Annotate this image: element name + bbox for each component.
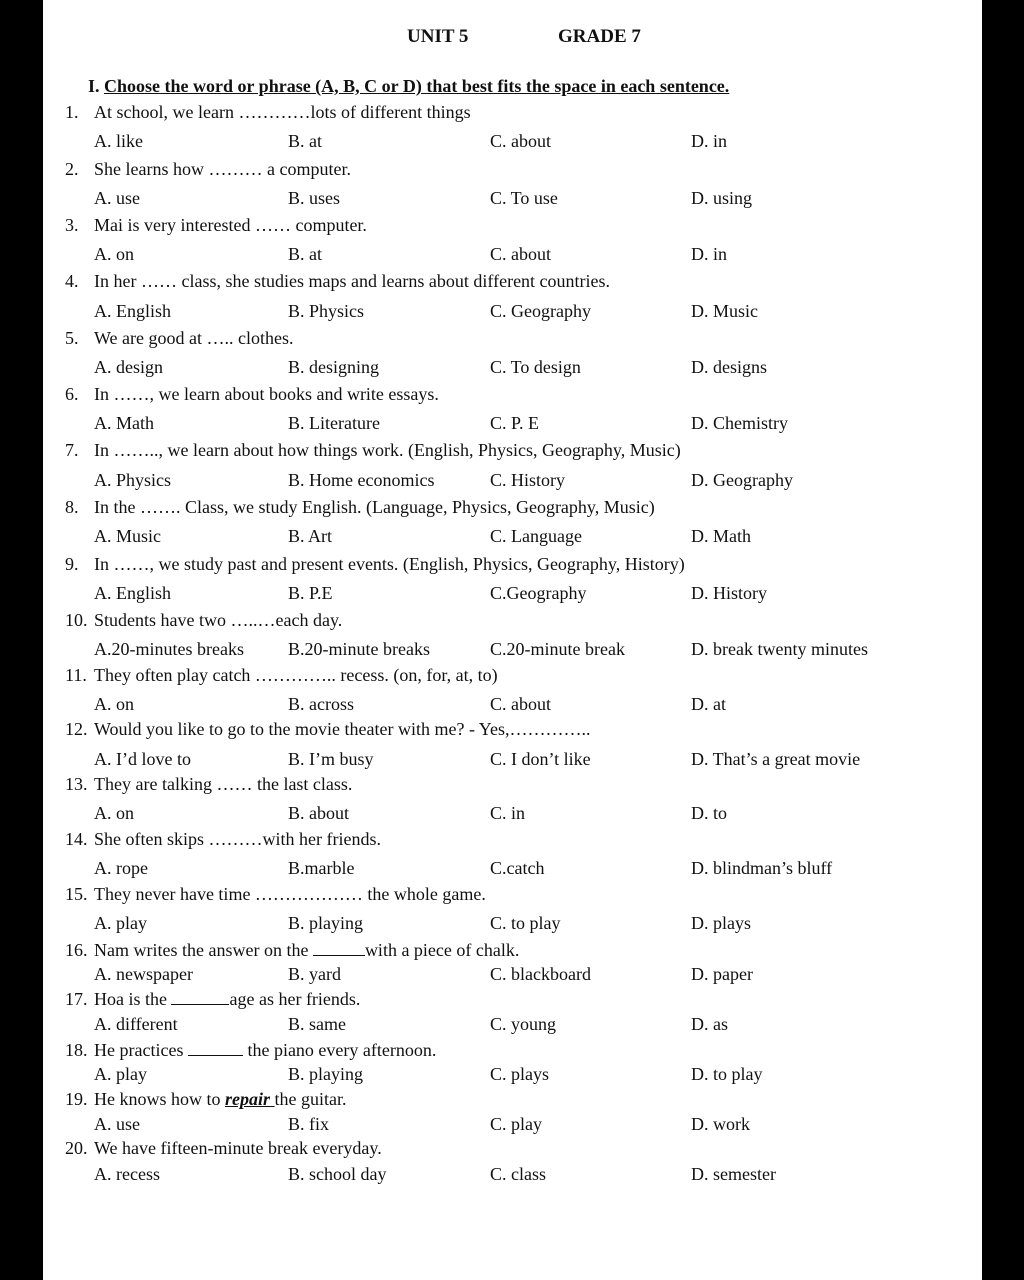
question-text: In her …… class, she studies maps and learns about different countries. (94, 271, 611, 291)
question-18-option-c: C. plays (490, 1064, 550, 1084)
question-17 (65, 988, 360, 1010)
question-number: 9. (65, 554, 79, 574)
question-3-option-b: B. at (288, 244, 322, 264)
question-text: In ……, we study past and present events. (English, Physics, Geography, History) (94, 554, 685, 574)
question-20-option-b: B. school day (288, 1164, 387, 1184)
question-7-option-d: D. Geography (691, 470, 793, 490)
question-6-option-a: A. Math (94, 413, 154, 433)
question-13-option-d: D. to (691, 803, 727, 823)
question-4-option-b: B. Physics (288, 301, 365, 321)
question-text: They are talking …… the last class. (94, 774, 353, 794)
question-4 (65, 271, 610, 292)
question-number: 16. (65, 940, 88, 960)
question-13 (65, 774, 352, 795)
question-text: In the ……. Class, we study English. (Language, Physics, Geography, Music) (94, 497, 655, 517)
question-number: 5. (65, 328, 79, 348)
question-13-option-b: B. about (288, 803, 349, 823)
question-number: 6. (65, 384, 79, 404)
question-text: In …….., we learn about how things work. (English, Physics, Geography, Music) (94, 440, 681, 460)
question-17-option-c: C. young (490, 1014, 557, 1034)
question-15-option-a: A. play (94, 913, 147, 933)
question-1-option-d: D. in (691, 131, 727, 151)
question-19-option-a: A. use (94, 1114, 140, 1134)
question-8-option-b: B. Art (288, 526, 333, 546)
question-19-option-b: B. fix (288, 1114, 330, 1134)
question-text: They often play catch ………….. recess. (on, for, at, to) (94, 665, 498, 685)
question-number: 8. (65, 497, 79, 517)
question-number: 20. (65, 1138, 88, 1158)
question-18-option-a: A. play (94, 1064, 147, 1084)
question-15-option-c: C. to play (490, 913, 561, 933)
question-3 (65, 215, 367, 236)
question-text: Would you like to go to the movie theater with me? - Yes,………….. (94, 719, 591, 739)
answer-blank (171, 988, 229, 1005)
question-9 (65, 554, 685, 575)
question-10-option-c: C.20-minute break (490, 639, 625, 659)
question-11-option-c: C. about (490, 694, 551, 714)
question-5-option-c: C. To design (490, 357, 581, 377)
question-1-option-b: B. at (288, 131, 322, 151)
question-6-option-d: D. Chemistry (691, 413, 788, 433)
instruction-prefix: I. (88, 76, 105, 96)
question-number: 7. (65, 440, 79, 460)
question-1-option-c: C. about (490, 131, 551, 151)
section-instruction (88, 76, 729, 97)
question-3-option-c: C. about (490, 244, 551, 264)
question-number: 13. (65, 774, 88, 794)
question-text: She learns how ……… a computer. (94, 159, 351, 179)
question-text: At school, we learn …………lots of different things (94, 102, 471, 122)
question-10-option-d: D. break twenty minutes (691, 639, 868, 659)
question-text-start: He knows how to (94, 1089, 225, 1109)
question-text-end: the piano every afternoon. (242, 1040, 437, 1060)
question-2-option-b: B. uses (288, 188, 341, 208)
question-20-option-d: D. semester (691, 1164, 776, 1184)
question-4-option-d: D. Music (691, 301, 758, 321)
question-2-option-d: D. using (691, 188, 753, 208)
question-number: 17. (65, 989, 88, 1009)
question-number: 15. (65, 884, 88, 904)
unit-title: UNIT 5 (407, 26, 469, 47)
question-13-option-c: C. in (490, 803, 526, 823)
answer-blank (313, 939, 365, 956)
question-16-option-b: B. yard (288, 964, 341, 984)
question-7-option-c: C. History (490, 470, 566, 490)
question-16 (65, 939, 519, 961)
question-text: Students have two …..…each day. (94, 610, 343, 630)
question-5 (65, 328, 294, 349)
question-text-end: the guitar. (274, 1089, 347, 1109)
question-11-option-b: B. across (288, 694, 354, 714)
question-14-option-b: B.marble (288, 858, 355, 878)
question-20-option-a: A. recess (94, 1164, 160, 1184)
question-15 (65, 884, 486, 905)
question-15-option-b: B. playing (288, 913, 363, 933)
question-3-option-a: A. on (94, 244, 134, 264)
question-11-option-a: A. on (94, 694, 134, 714)
question-number: 12. (65, 719, 88, 739)
question-12 (65, 719, 591, 740)
question-text-start: Nam writes the answer on the (94, 940, 313, 960)
question-number: 4. (65, 271, 79, 291)
question-8-option-c: C. Language (490, 526, 582, 546)
question-19-option-c: C. play (490, 1114, 542, 1134)
question-7 (65, 440, 681, 461)
question-11 (65, 665, 498, 686)
question-15-option-d: D. plays (691, 913, 751, 933)
question-12-option-d: D. That’s a great movie (691, 749, 861, 769)
question-12-option-a: A. I’d love to (94, 749, 191, 769)
question-18 (65, 1039, 436, 1061)
question-3-option-d: D. in (691, 244, 727, 264)
question-text-end: age as her friends. (229, 989, 361, 1009)
question-number: 14. (65, 829, 88, 849)
question-18-option-b: B. playing (288, 1064, 363, 1084)
question-18-option-d: D. to play (691, 1064, 763, 1084)
question-number: 11. (65, 665, 87, 685)
question-13-option-a: A. on (94, 803, 134, 823)
question-text: We have fifteen-minute break everyday. (94, 1138, 382, 1158)
question-5-option-d: D. designs (691, 357, 767, 377)
question-number: 3. (65, 215, 79, 235)
question-20 (65, 1138, 382, 1159)
question-6-option-b: B. Literature (288, 413, 380, 433)
question-7-option-a: A. Physics (94, 470, 172, 490)
question-text-start: He practices (94, 1040, 188, 1060)
question-number: 18. (65, 1040, 88, 1060)
question-12-option-b: B. I’m busy (288, 749, 374, 769)
question-1-option-a: A. like (94, 131, 143, 151)
question-9-option-b: B. P.E (288, 583, 333, 603)
question-6-option-c: C. P. E (490, 413, 540, 433)
question-10 (65, 610, 342, 631)
emphasized-word: repair (225, 1089, 275, 1109)
question-2 (65, 159, 351, 180)
question-2-option-c: C. To use (490, 188, 558, 208)
question-8-option-d: D. Math (691, 526, 751, 546)
question-20-option-c: C. class (490, 1164, 546, 1184)
question-8 (65, 497, 655, 518)
question-4-option-c: C. Geography (490, 301, 591, 321)
question-9-option-c: C.Geography (490, 583, 587, 603)
question-5-option-b: B. designing (288, 357, 380, 377)
question-number: 1. (65, 102, 79, 122)
question-12-option-c: C. I don’t like (490, 749, 591, 769)
question-17-option-b: B. same (288, 1014, 346, 1034)
question-16-option-d: D. paper (691, 964, 753, 984)
question-19 (65, 1089, 346, 1110)
question-14-option-a: A. rope (94, 858, 148, 878)
question-2-option-a: A. use (94, 188, 140, 208)
question-10-option-b: B.20-minute breaks (288, 639, 430, 659)
question-4-option-a: A. English (94, 301, 172, 321)
question-text: She often skips ………with her friends. (94, 829, 381, 849)
question-7-option-b: B. Home economics (288, 470, 435, 490)
question-number: 2. (65, 159, 79, 179)
question-text: In ……, we learn about books and write essays. (94, 384, 439, 404)
question-text: We are good at ….. clothes. (94, 328, 294, 348)
question-16-option-a: A. newspaper (94, 964, 193, 984)
question-9-option-d: D. History (691, 583, 767, 603)
question-6 (65, 384, 439, 405)
question-number: 10. (65, 610, 88, 630)
question-text: They never have time ……………… the whole game. (94, 884, 486, 904)
question-8-option-a: A. Music (94, 526, 161, 546)
question-14-option-d: D. blindman’s bluff (691, 858, 833, 878)
question-text-end: with a piece of chalk. (364, 940, 520, 960)
grade-title: GRADE 7 (558, 26, 641, 47)
question-17-option-a: A. different (94, 1014, 178, 1034)
question-text-start: Hoa is the (94, 989, 172, 1009)
answer-blank (188, 1039, 243, 1056)
question-5-option-a: A. design (94, 357, 163, 377)
question-14-option-c: C.catch (490, 858, 545, 878)
question-1 (65, 102, 471, 123)
question-19-option-d: D. work (691, 1114, 750, 1134)
question-17-option-d: D. as (691, 1014, 728, 1034)
instruction-text: Choose the word or phrase (A, B, C or D) that best fits the space in each sentence. (104, 76, 730, 96)
question-10-option-a: A.20-minutes breaks (94, 639, 244, 659)
question-9-option-a: A. English (94, 583, 172, 603)
question-text: Mai is very interested …… computer. (94, 215, 367, 235)
question-16-option-c: C. blackboard (490, 964, 591, 984)
question-14 (65, 829, 381, 850)
question-11-option-d: D. at (691, 694, 726, 714)
question-number: 19. (65, 1089, 88, 1109)
